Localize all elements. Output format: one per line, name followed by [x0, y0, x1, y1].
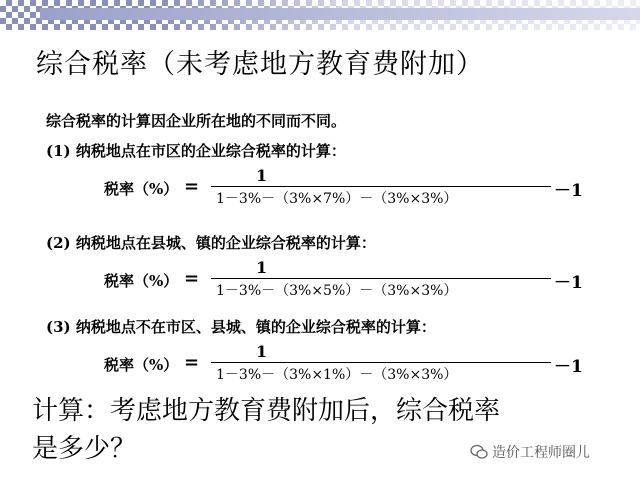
header-band [40, 8, 640, 20]
formula-equals: = [184, 268, 200, 289]
formula-scan [44, 108, 594, 383]
case-2-heading: (2) 纳税地点在县城、镇的企业综合税率的计算： [46, 234, 376, 252]
case-3-heading: (3) 纳税地点不在市区、县城、镇的企业综合税率的计算： [46, 318, 436, 336]
formula-numerator: 1 [256, 258, 268, 277]
watermark [470, 442, 590, 462]
formula-denominator: 1－3%－（3%×1%）－（3%×3%） [216, 367, 458, 383]
watermark-text: 造价工程师圈儿 [492, 445, 590, 461]
formula-numerator: 1 [256, 342, 268, 361]
formula-denominator: 1－3%－（3%×5%）－（3%×3%） [216, 283, 458, 299]
case-3-formula [104, 342, 594, 386]
fraction-bar [211, 362, 551, 363]
formula-tail: －1 [554, 181, 583, 201]
formula-denominator: 1－3%－（3%×7%）－（3%×3%） [216, 191, 458, 207]
case-1-heading: (1) 纳税地点在市区的企业综合税率的计算： [46, 142, 346, 160]
formula-equals: = [184, 352, 200, 373]
question-text [32, 392, 500, 468]
case-2-formula [104, 258, 594, 302]
formula-lhs: 税率（%） [104, 356, 179, 374]
slide-title: 综合税率（未考虑地方教育费附加） [36, 49, 484, 80]
formula-tail: －1 [554, 273, 583, 293]
wechat-icon [470, 444, 488, 460]
formula-lhs: 税率（%） [104, 272, 179, 290]
question-line-2: 是多少？ [32, 434, 137, 464]
case-1-formula [104, 166, 594, 210]
formula-numerator: 1 [256, 166, 268, 185]
formula-tail: －1 [554, 357, 583, 377]
formula-equals: = [184, 176, 200, 197]
question-line-1: 计算：考虑地方教育费附加后，综合税率 [32, 396, 501, 426]
intro-text: 综合税率的计算因企业所在地的不同而不同。 [46, 112, 347, 130]
fraction-bar [211, 278, 551, 279]
formula-lhs: 税率（%） [104, 180, 179, 198]
fraction-bar [211, 186, 551, 187]
